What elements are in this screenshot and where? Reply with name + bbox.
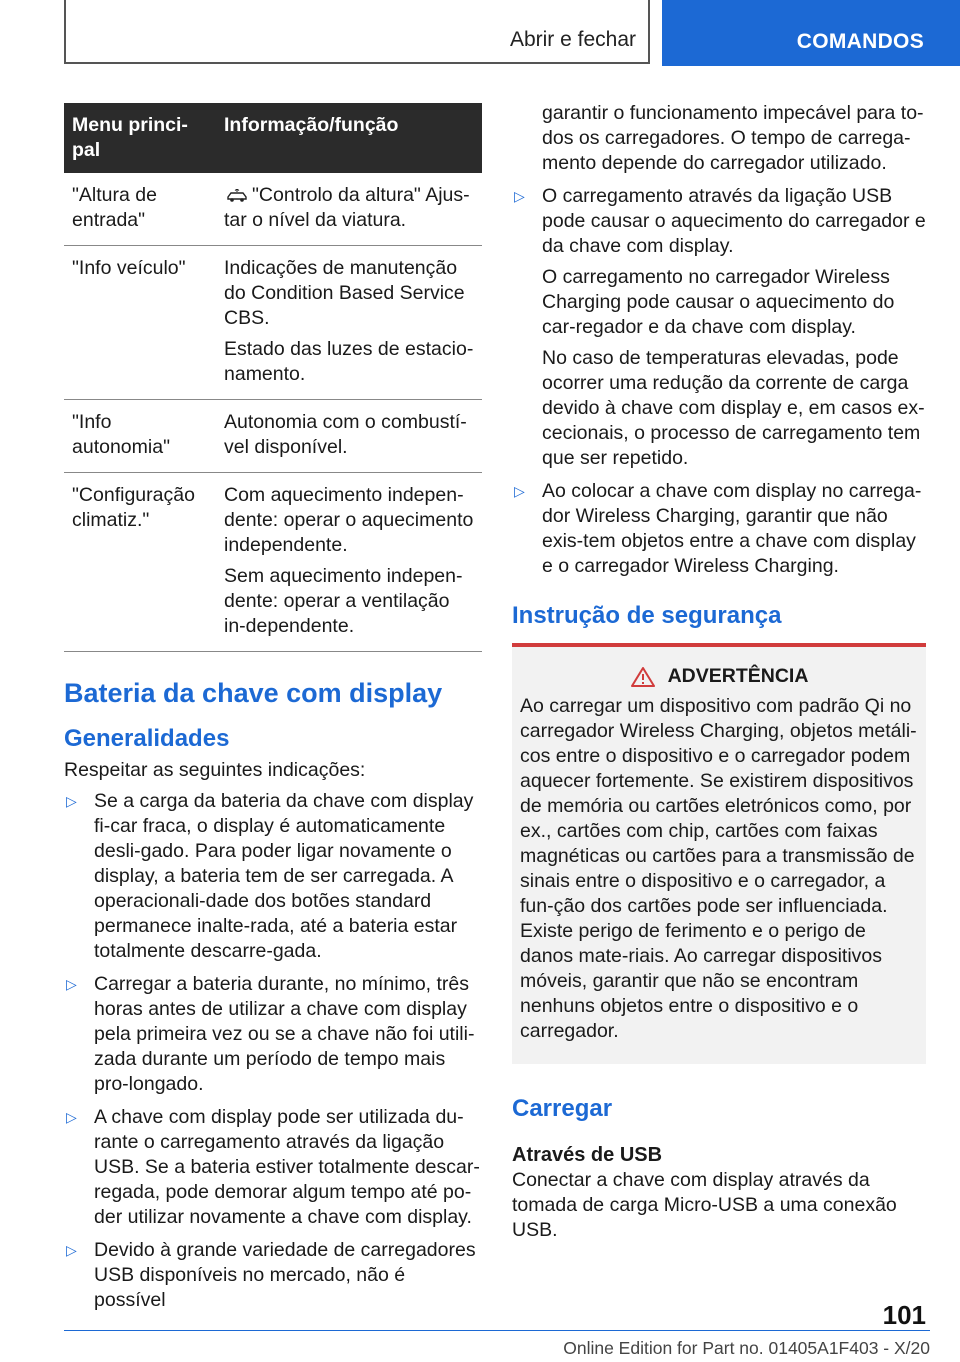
battery-bullet-list-continued bbox=[512, 184, 926, 579]
info-text: Com aquecimento indepen-dente: operar o aquecimento independente. bbox=[224, 484, 474, 556]
menu-cell: "Info autonomia" bbox=[64, 400, 216, 473]
menu-table bbox=[64, 103, 482, 652]
menu-col-header: Menu princi-pal bbox=[64, 103, 216, 173]
right-column bbox=[512, 101, 926, 1249]
vehicle-height-icon bbox=[226, 189, 248, 203]
list-item-text: Devido à grande variedade de carregadores USB disponíveis no mercado, não é possível bbox=[94, 1239, 476, 1311]
list-item-text: A chave com display pode ser utilizada du-rante o carregamento através da ligação USB. Se a bateria estiver totalmente descar-regada, pode demorar algum tempo até po-der utilizar novamente a chave com display. bbox=[94, 1106, 480, 1228]
list-item bbox=[64, 789, 482, 964]
page-number: 101 bbox=[882, 1300, 926, 1330]
info-text: "Controlo da altura" Ajus-tar o nível da viatura. bbox=[224, 184, 470, 231]
list-item bbox=[64, 1238, 482, 1313]
usb-text: Conectar a chave com display através da tomada de carga Micro-USB a uma conexão USB. bbox=[512, 1169, 897, 1241]
list-item-text: O carregamento através da ligação USB pode causar o aquecimento do carregador e da chave com display. bbox=[542, 185, 926, 257]
menu-table-header bbox=[64, 103, 482, 173]
left-column bbox=[64, 103, 482, 1321]
charging-title: Carregar bbox=[512, 1095, 613, 1122]
bullet-arrow-icon: ▷ bbox=[514, 483, 525, 499]
table-row bbox=[64, 173, 482, 246]
general-intro: Respeitar as seguintes indicações: bbox=[64, 759, 366, 781]
header-chapter-label: COMANDOS bbox=[796, 30, 924, 53]
list-item bbox=[64, 1105, 482, 1230]
table-row bbox=[64, 400, 482, 473]
menu-cell: "Configuração climatiz." bbox=[64, 473, 216, 652]
safety-title: Instrução de segurança bbox=[512, 602, 782, 629]
footer-edition: Online Edition for Part no. 01405A1F403 - X/20 bbox=[563, 1338, 930, 1358]
list-item bbox=[512, 184, 926, 471]
usb-subtitle: Através de USB bbox=[512, 1144, 663, 1166]
table-row bbox=[64, 246, 482, 400]
bullet-arrow-icon: ▷ bbox=[66, 1242, 77, 1258]
info-cell bbox=[216, 246, 482, 400]
menu-cell: "Altura de entrada" bbox=[64, 173, 216, 246]
header-rule-right bbox=[648, 0, 650, 64]
list-item bbox=[512, 479, 926, 579]
warning-text: Ao carregar um dispositivo com padrão Qi no carregador Wireless Charging, objetos metáli-cos entre o dispositivo e o carregador podem aquecer fortemente. Se existirem dispositivos de memória ou cartões eletrónicos como, por ex., cartões com chip, cartões com faixas magnéticas ou cartões para a transmissão de sinais entre o dispositivo e o carregador, a fun-ção dos cartões pode ser influenciada. Existe perigo de ferimento e o perigo de danos mate-riais. Ao carregar dispositivos móveis, garantir que não se encontram nenhuns objetos entre o dispositivo e o carregador. bbox=[520, 695, 917, 1042]
bullet-arrow-icon: ▷ bbox=[514, 188, 525, 204]
bullet-continuation: garantir o funcionamento impecável para to-dos os carregadores. O tempo de carrega-mento depende do carregador utilizado. bbox=[542, 102, 924, 174]
list-item-text: Ao colocar a chave com display no carrega-dor Wireless Charging, garantir que não exis-tem objetos entre a chave com display e o carregador Wireless Charging. bbox=[542, 480, 922, 577]
bullet-arrow-icon: ▷ bbox=[66, 1109, 77, 1125]
warning-box bbox=[512, 643, 926, 1064]
footer-rule bbox=[64, 1330, 930, 1331]
info-text: Indicações de manutenção do Condition Based Service CBS. bbox=[224, 257, 465, 329]
warning-header bbox=[520, 665, 918, 688]
list-item-text: Carregar a bateria durante, no mínimo, três horas antes de utilizar a chave com display pela primeira vez ou se a chave não foi utili-zada durante um período de tempo mais pro-longado. bbox=[94, 973, 475, 1095]
list-item-text: No caso de temperaturas elevadas, pode ocorrer uma redução da corrente de carga devido à chave com display e, em casos ex-cecionais, o processo de carregamento tem que ser repetido. bbox=[542, 347, 925, 469]
info-text: Autonomia com o combustí-vel disponível. bbox=[224, 411, 467, 458]
header-rule-left bbox=[64, 0, 66, 64]
general-subtitle: Generalidades bbox=[64, 725, 230, 752]
list-item-text: O carregamento no carregador Wireless Charging pode causar o aquecimento do car-regador e da chave com display. bbox=[542, 266, 895, 338]
info-text: Sem aquecimento indepen-dente: operar a ventilação in-dependente. bbox=[224, 565, 463, 637]
info-text: Estado das luzes de estacio-namento. bbox=[224, 338, 474, 385]
info-col-header: Informação/função bbox=[216, 103, 482, 173]
bullet-arrow-icon: ▷ bbox=[66, 793, 77, 809]
menu-cell: "Info veículo" bbox=[64, 246, 216, 400]
bullet-arrow-icon: ▷ bbox=[66, 976, 77, 992]
warning-label: ADVERTÊNCIA bbox=[667, 665, 809, 687]
list-item bbox=[64, 972, 482, 1097]
header-rule-bottom bbox=[64, 62, 650, 64]
info-cell bbox=[216, 173, 482, 246]
header-chapter-tab bbox=[662, 0, 960, 66]
info-cell bbox=[216, 400, 482, 473]
list-item-text: Se a carga da bateria da chave com display fi-car fraca, o display é automaticamente desli-gado. Para poder ligar novamente o display, a bateria tem de ser carregada. A operacionali-dade dos botões standard permanece inalte-rada, até a bateria estar totalmente descarre-gada. bbox=[94, 790, 474, 962]
battery-bullet-list bbox=[64, 789, 482, 1313]
info-para-with-icon bbox=[224, 183, 474, 233]
battery-section-title: Bateria da chave com display bbox=[64, 678, 443, 708]
info-cell bbox=[216, 473, 482, 652]
table-row bbox=[64, 473, 482, 652]
header-section-title: Abrir e fechar bbox=[509, 28, 636, 51]
warning-triangle-icon bbox=[630, 666, 656, 688]
